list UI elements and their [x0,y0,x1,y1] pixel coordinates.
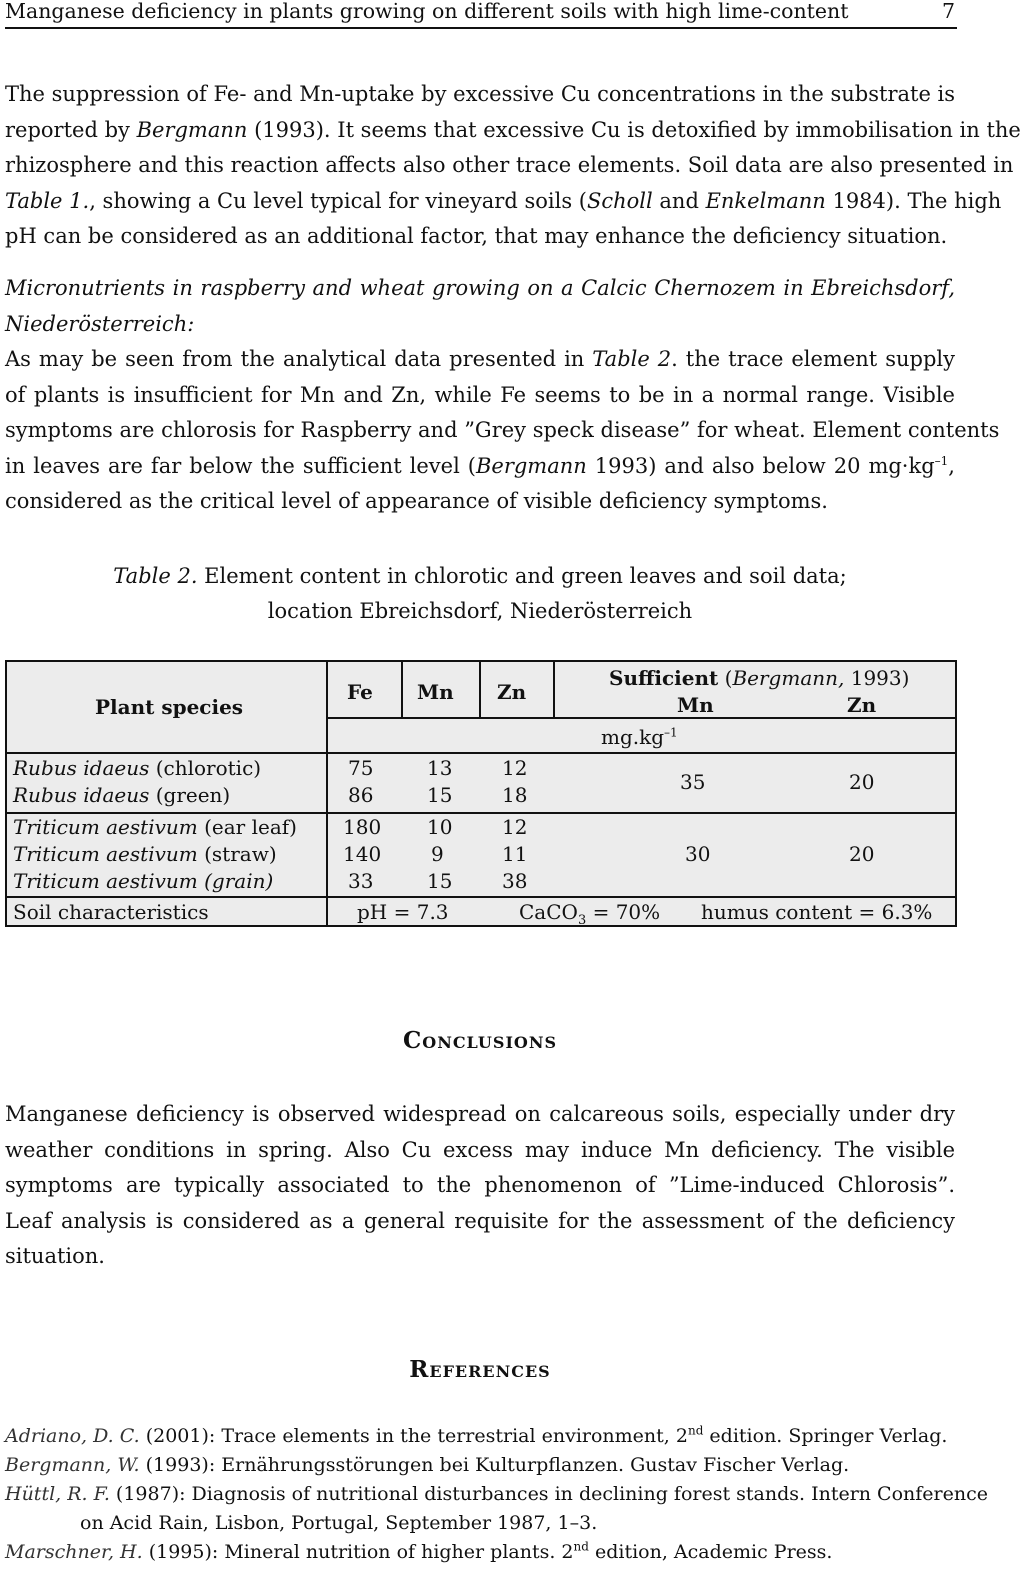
citation-author: Enkelmann [705,188,826,213]
table-ref: Table 2 [592,347,672,371]
paragraph-analytical-data [5,342,1000,520]
soil-label: Soil characteristics [13,900,209,924]
rubus-sufficient-mn: 35 [680,770,706,794]
text-line: Micronutrients in raspberry and wheat growing on a Calcic Chernozem in Ebreichsdorf, [5,276,955,300]
triticum-sufficient-zn: 20 [849,842,875,866]
paragraph-cu-suppression [5,77,1021,255]
soil-caco3: CaCO$_3$ = 70% [519,900,661,928]
running-head [5,0,957,29]
text-line: rhizosphere and this reaction affects also other trace elements. Soil data are also presented in [5,153,1014,178]
header-sufficient: Sufficient (Bergmann, 1993) [609,666,910,690]
reference-item: Hüttl, R. F. (1987): Diagnosis of nutritional disturbances in declining forest stands. Intern Conference [5,1483,988,1505]
text-line: The suppression of Fe- and Mn-uptake by excessive Cu concentrations in the substrate is [5,82,956,106]
page-number: 7 [941,0,955,23]
subheading-micronutrients [5,271,955,342]
triticum-sufficient-mn: 30 [685,842,711,866]
table-caption: Table 2. Element content in chlorotic and green leaves and soil data; location Ebreichsdorf, Niederösterreich [113,564,847,623]
table-label: Table 2. [113,564,198,588]
text-line: reported by Bergmann (1993). It seems that excessive Cu is detoxified by immobilisation in the [5,117,1021,142]
reference-item: Marschner, H. (1995): Mineral nutrition of higher plants. 2nd edition, Academic Press. [5,1539,833,1563]
text-line: Table 1., showing a Cu level typical for vineyard soils (Scholl and Enkelmann 1984). The high [5,188,1002,213]
soil-humus: humus content = 6.3% [701,900,933,924]
element-content-table: Plant species Fe Mn Zn Sufficient (Bergmann, 1993) Mn Zn $mg.kg^{-1}$ Rubus idaeus (chlorotic) 75 13 12 Rubus idaeus (green) 86 15 18 35 20 Triticum aestivum (ear leaf) 180 10 12 Triticum aestivum (straw) 140 9 11 Triticum aestivum (grain) 33 15 38 30 20 Soil characteristics pH = 7.3 CaCO$_3$ = 70% humus content = 6.3% [5,660,957,927]
citation-author: Bergmann [475,453,587,478]
unit-label: $mg.kg^{-1}$ [601,725,678,749]
citation-author: Scholl [586,188,653,213]
text-line: Leaf analysis is considered as a general requisite for the assessment of the deficiency [5,1208,955,1233]
text-line: situation. [5,1244,105,1269]
rubus-sufficient-zn: 20 [849,770,875,794]
running-title: Manganese deficiency in plants growing on different soils with high lime-content [5,0,849,23]
text-line: As may be seen from the analytical data presented in Table 2. the trace element supply [5,347,955,371]
table-ref: Table 1. [5,188,90,213]
text-line: weather conditions in spring. Also Cu excess may induce Mn deficiency. The visible [5,1137,955,1162]
text-line: of plants is insufficient for Mn and Zn, while Fe seems to be in a normal range. Visible [5,382,955,407]
header-sufficient-mn: Mn [677,693,714,717]
conclusions-paragraph [5,1097,955,1275]
reference-list [5,1422,988,1567]
header-mn: Mn [417,680,454,704]
text-line: considered as the critical level of appearance of visible deficiency symptoms. [5,489,828,514]
reference-item: Bergmann, W. (1993): Ernährungsstörungen bei Kulturpflanzen. Gustav Fischer Verlag. [5,1454,850,1476]
text-line: symptoms are chlorosis for Raspberry and ”Grey speck disease” for wheat. Element contents [5,418,1000,443]
reference-item: Adriano, D. C. (2001): Trace elements in the terrestrial environment, 2nd edition. Springer Verlag. [5,1423,948,1447]
text-line: in leaves are far below the sufficient level (Bergmann 1993) and also below 20 $mg\cdot kg^{-1}$, [5,453,955,478]
text-line: symptoms are typically associated to the phenomenon of ”Lime-induced Chlorosis”. [5,1173,955,1198]
text-line: Manganese deficiency is observed widespread on calcareous soils, especially under dry [5,1102,955,1126]
soil-ph: pH = 7.3 [357,900,449,924]
header-plant-species: Plant species [95,695,244,719]
references-heading: References [409,1356,551,1383]
text-line: Niederösterreich: [5,311,195,336]
header-zn: Zn [497,680,527,704]
citation-author: Bergmann [136,117,248,142]
text-line: pH can be considered as an additional factor, that may enhance the deficiency situation. [5,224,948,249]
header-sufficient-zn: Zn [847,693,877,717]
conclusions-heading: Conclusions [402,1027,558,1054]
reference-continuation: on Acid Rain, Lisbon, Portugal, September 1987, 1–3. [80,1512,598,1534]
header-fe: Fe [347,680,373,704]
